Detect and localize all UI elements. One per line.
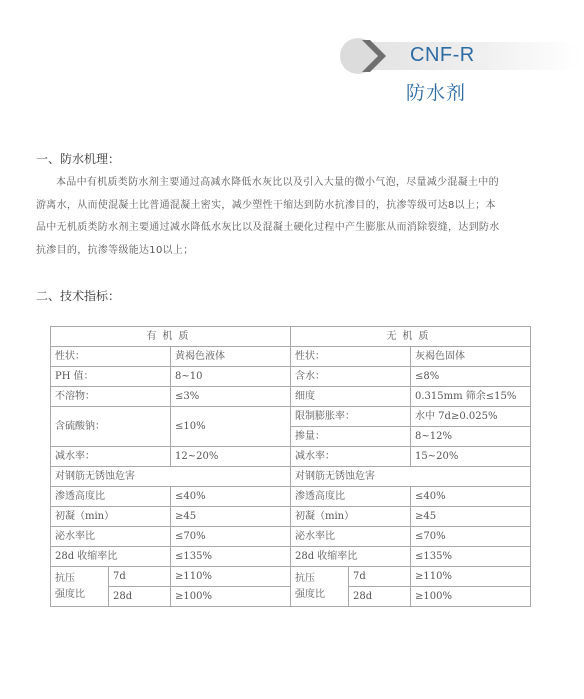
table-cell: ≤3% bbox=[171, 387, 291, 407]
paragraph-line: 品中无机质类防水剂主要通过减水降低水灰比以及混凝土硬化过程中产生膨胀从而消除裂缝，达到防水 bbox=[36, 222, 500, 233]
table-row bbox=[51, 447, 531, 467]
table-row bbox=[51, 487, 531, 507]
table-cell bbox=[51, 567, 109, 607]
table-cell: 0.315mm 筛余≤15% bbox=[411, 387, 531, 407]
table-row bbox=[51, 567, 531, 587]
table-cell: 减水率： bbox=[291, 447, 411, 467]
table-cell: 细度 bbox=[291, 387, 411, 407]
paragraph-line: 抗渗目的，抗渗等级能达10以上； bbox=[36, 244, 194, 256]
table-cell: 水中 7d≥0.025% bbox=[411, 407, 531, 427]
table-cell: 8~10 bbox=[171, 367, 291, 387]
table-cell: 渗透高度比 bbox=[51, 487, 171, 507]
section-title-mechanism: 一、防水机理： bbox=[36, 152, 121, 166]
table-cell: 泌水率比 bbox=[51, 527, 171, 547]
table-cell: 黄褐色液体 bbox=[171, 347, 291, 367]
cell-line: 强度比 bbox=[55, 588, 85, 600]
table-cell: 含水： bbox=[291, 367, 411, 387]
product-code: CNF-R bbox=[410, 44, 475, 66]
table-cell: 28d bbox=[109, 587, 171, 607]
table-row bbox=[51, 407, 531, 427]
table-cell bbox=[291, 567, 349, 607]
table-cell: 限制膨胀率： bbox=[291, 407, 411, 427]
section-title-specs: 二、技术指标： bbox=[36, 289, 121, 303]
table-cell: ≤70% bbox=[411, 527, 531, 547]
product-name: 防水剂 bbox=[406, 82, 467, 104]
table-cell: ≤40% bbox=[411, 487, 531, 507]
table-cell: 28d bbox=[349, 587, 411, 607]
table-cell: ≤70% bbox=[171, 527, 291, 547]
table-cell: 性状： bbox=[291, 347, 411, 367]
table-cell: 8~12% bbox=[411, 427, 531, 447]
table-cell: 28d 收缩率比 bbox=[291, 547, 411, 567]
table-cell: 含硫酸钠： bbox=[51, 407, 171, 447]
table-cell: 灰褐色固体 bbox=[411, 347, 531, 367]
table-cell: 12~20% bbox=[171, 447, 291, 467]
cell-line: 抗压 bbox=[295, 572, 315, 584]
table-row bbox=[51, 327, 531, 347]
header-organic: 有机质 bbox=[51, 327, 291, 347]
table-row bbox=[51, 547, 531, 567]
table-cell: PH 值： bbox=[51, 367, 171, 387]
table-row bbox=[51, 467, 531, 487]
cell-line: 抗压 bbox=[55, 572, 75, 584]
table-cell: 初凝（min） bbox=[51, 507, 171, 527]
table-cell: 7d bbox=[349, 567, 411, 587]
table-cell: ≤135% bbox=[411, 547, 531, 567]
table-cell: 初凝（min） bbox=[291, 507, 411, 527]
table-cell: 15~20% bbox=[411, 447, 531, 467]
table-cell: 性状： bbox=[51, 347, 171, 367]
paragraph-line: 游离水，从而使混凝土比普通混凝土密实，减少塑性干缩达到防水抗渗目的，抗渗等级可达8以上；本 bbox=[36, 199, 496, 211]
table-cell: ≥110% bbox=[171, 567, 291, 587]
table-cell: 掺量： bbox=[291, 427, 411, 447]
table-cell: 对钢筋无锈蚀危害 bbox=[291, 467, 531, 487]
table-cell: ≥45 bbox=[171, 507, 291, 527]
table-cell: 28d 收缩率比 bbox=[51, 547, 171, 567]
table-cell: ≤8% bbox=[411, 367, 531, 387]
table-row bbox=[51, 387, 531, 407]
table-cell: 7d bbox=[109, 567, 171, 587]
table-cell: 泌水率比 bbox=[291, 527, 411, 547]
table-cell: 渗透高度比 bbox=[291, 487, 411, 507]
table-cell: ≤40% bbox=[171, 487, 291, 507]
table-cell: ≥100% bbox=[411, 587, 531, 607]
table-cell: 不溶物： bbox=[51, 387, 171, 407]
table-cell: ≥100% bbox=[171, 587, 291, 607]
table-row bbox=[51, 367, 531, 387]
spec-table bbox=[50, 326, 531, 607]
table-cell: ≤10% bbox=[171, 407, 291, 447]
table-row bbox=[51, 347, 531, 367]
table-cell: ≥45 bbox=[411, 507, 531, 527]
cell-line: 强度比 bbox=[295, 588, 325, 600]
table-cell: 减水率： bbox=[51, 447, 171, 467]
mechanism-paragraph bbox=[36, 172, 550, 262]
table-row bbox=[51, 507, 531, 527]
table-row bbox=[51, 527, 531, 547]
paragraph-line: 本品中有机质类防水剂主要通过高减水降低水灰比以及引入大量的微小气泡，尽量减少混凝土中的 bbox=[56, 177, 499, 188]
header-inorganic: 无机质 bbox=[291, 327, 531, 347]
table-cell: 对钢筋无锈蚀危害 bbox=[51, 467, 291, 487]
table-cell: ≤135% bbox=[171, 547, 291, 567]
table-cell: ≥110% bbox=[411, 567, 531, 587]
